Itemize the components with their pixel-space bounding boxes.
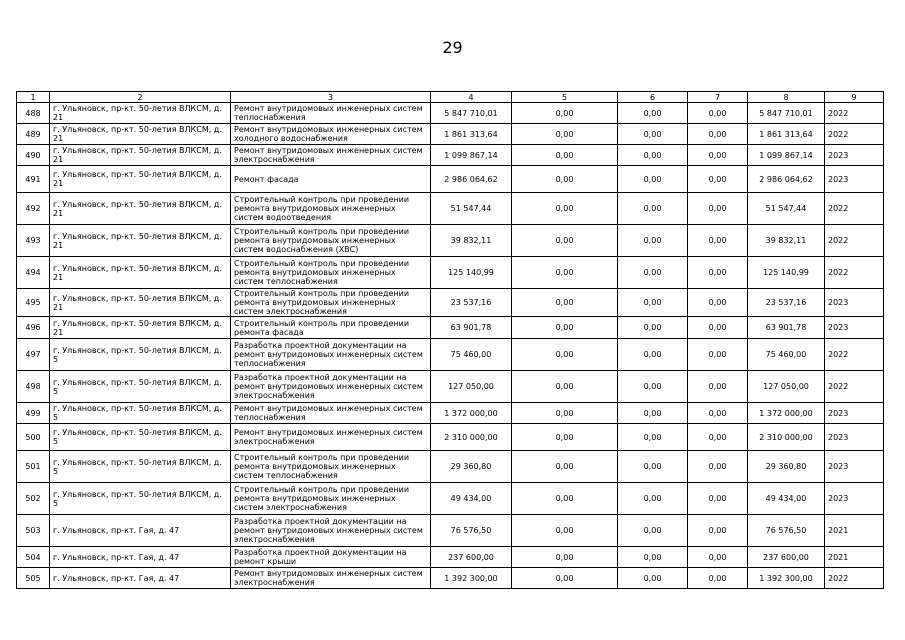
amount-col7-cell: 0,00 [688, 547, 748, 568]
amount-col8-cell: 1 099 867,14 [748, 145, 825, 166]
col-header: 1 [17, 92, 50, 103]
amount-col6-cell: 0,00 [618, 317, 688, 339]
address-cell: г. Ульяновск, пр-кт. 50-летия ВЛКСМ, д. 21 [50, 225, 231, 257]
amount-col6-cell: 0,00 [618, 339, 688, 371]
amount-col7-cell: 0,00 [688, 403, 748, 424]
amount-col5-cell: 0,00 [512, 193, 618, 225]
amount-col8-cell: 1 392 300,00 [748, 568, 825, 589]
amount-col6-cell: 0,00 [618, 568, 688, 589]
amount-col5-cell: 0,00 [512, 124, 618, 145]
amount-col8-cell: 63 901,78 [748, 317, 825, 339]
amount-col7-cell: 0,00 [688, 317, 748, 339]
work-type-cell: Строительный контроль при проведении ремонта внутридомовых инженерных систем электроснабжения [231, 289, 431, 317]
work-type-cell: Строительный контроль при проведении ремонта внутридомовых инженерных систем теплоснабжения [231, 451, 431, 483]
amount-col5-cell: 0,00 [512, 547, 618, 568]
amount-total-cell: 2 986 064,62 [431, 166, 512, 193]
amount-col8-cell: 237 600,00 [748, 547, 825, 568]
amount-col7-cell: 0,00 [688, 166, 748, 193]
year-cell: 2022 [825, 339, 884, 371]
row-number-cell: 488 [17, 103, 50, 124]
amount-col7-cell: 0,00 [688, 424, 748, 451]
work-type-cell: Разработка проектной документации на ремонт внутридомовых инженерных систем электроснабжения [231, 515, 431, 547]
amount-total-cell: 23 537,16 [431, 289, 512, 317]
amount-col7-cell: 0,00 [688, 339, 748, 371]
col-header: 7 [688, 92, 748, 103]
address-cell: г. Ульяновск, пр-кт. 50-летия ВЛКСМ, д. 5 [50, 451, 231, 483]
year-cell: 2022 [825, 568, 884, 589]
amount-col8-cell: 2 310 000,00 [748, 424, 825, 451]
work-type-cell: Разработка проектной документации на ремонт внутридомовых инженерных систем электроснабжения [231, 371, 431, 403]
amount-col5-cell: 0,00 [512, 289, 618, 317]
amount-col5-cell: 0,00 [512, 371, 618, 403]
amount-col7-cell: 0,00 [688, 193, 748, 225]
amount-col5-cell: 0,00 [512, 568, 618, 589]
year-cell: 2021 [825, 547, 884, 568]
amount-total-cell: 125 140,99 [431, 257, 512, 289]
amount-col6-cell: 0,00 [618, 124, 688, 145]
year-cell: 2023 [825, 317, 884, 339]
amount-col7-cell: 0,00 [688, 515, 748, 547]
amount-col6-cell: 0,00 [618, 451, 688, 483]
amount-col6-cell: 0,00 [618, 483, 688, 515]
amount-col7-cell: 0,00 [688, 124, 748, 145]
amount-col7-cell: 0,00 [688, 568, 748, 589]
address-cell: г. Ульяновск, пр-кт. 50-летия ВЛКСМ, д. 21 [50, 289, 231, 317]
amount-col6-cell: 0,00 [618, 145, 688, 166]
amount-col8-cell: 29 360,80 [748, 451, 825, 483]
table-row [17, 145, 884, 166]
address-cell: г. Ульяновск, пр-кт. 50-летия ВЛКСМ, д. 21 [50, 257, 231, 289]
amount-col7-cell: 0,00 [688, 483, 748, 515]
amount-total-cell: 63 901,78 [431, 317, 512, 339]
col-header: 5 [512, 92, 618, 103]
address-cell: г. Ульяновск, пр-кт. Гая, д. 47 [50, 515, 231, 547]
amount-col5-cell: 0,00 [512, 515, 618, 547]
year-cell: 2022 [825, 193, 884, 225]
address-cell: г. Ульяновск, пр-кт. 50-летия ВЛКСМ, д. 21 [50, 166, 231, 193]
row-number-cell: 505 [17, 568, 50, 589]
table-row [17, 257, 884, 289]
address-cell: г. Ульяновск, пр-кт. 50-летия ВЛКСМ, д. 21 [50, 145, 231, 166]
row-number-cell: 489 [17, 124, 50, 145]
amount-col6-cell: 0,00 [618, 257, 688, 289]
amount-total-cell: 5 847 710,01 [431, 103, 512, 124]
work-type-cell: Строительный контроль при проведении ремонта внутридомовых инженерных систем теплоснабжения [231, 257, 431, 289]
amount-col8-cell: 39 832,11 [748, 225, 825, 257]
row-number-cell: 492 [17, 193, 50, 225]
amount-total-cell: 127 050,00 [431, 371, 512, 403]
amount-col6-cell: 0,00 [618, 166, 688, 193]
header-row [17, 92, 884, 103]
amount-col5-cell: 0,00 [512, 339, 618, 371]
table-row [17, 371, 884, 403]
row-number-cell: 500 [17, 424, 50, 451]
work-type-cell: Ремонт внутридомовых инженерных систем электроснабжения [231, 568, 431, 589]
amount-total-cell: 1 099 867,14 [431, 145, 512, 166]
amount-col5-cell: 0,00 [512, 317, 618, 339]
address-cell: г. Ульяновск, пр-кт. 50-летия ВЛКСМ, д. 21 [50, 103, 231, 124]
amount-col6-cell: 0,00 [618, 547, 688, 568]
year-cell: 2021 [825, 515, 884, 547]
col-header: 9 [825, 92, 884, 103]
amount-col5-cell: 0,00 [512, 145, 618, 166]
row-number-cell: 498 [17, 371, 50, 403]
work-type-cell: Строительный контроль при проведении ремонта фасада [231, 317, 431, 339]
amount-total-cell: 75 460,00 [431, 339, 512, 371]
amount-col8-cell: 5 847 710,01 [748, 103, 825, 124]
address-cell: г. Ульяновск, пр-кт. Гая, д. 47 [50, 568, 231, 589]
amount-col8-cell: 127 050,00 [748, 371, 825, 403]
amount-col6-cell: 0,00 [618, 424, 688, 451]
amount-col5-cell: 0,00 [512, 403, 618, 424]
table-row [17, 339, 884, 371]
amount-col8-cell: 125 140,99 [748, 257, 825, 289]
amount-col7-cell: 0,00 [688, 451, 748, 483]
row-number-cell: 503 [17, 515, 50, 547]
amount-total-cell: 39 832,11 [431, 225, 512, 257]
row-number-cell: 501 [17, 451, 50, 483]
address-cell: г. Ульяновск, пр-кт. 50-летия ВЛКСМ, д. 5 [50, 403, 231, 424]
repair-register-table [16, 91, 884, 589]
amount-col5-cell: 0,00 [512, 225, 618, 257]
amount-total-cell: 1 372 000,00 [431, 403, 512, 424]
amount-col5-cell: 0,00 [512, 103, 618, 124]
address-cell: г. Ульяновск, пр-кт. 50-летия ВЛКСМ, д. 5 [50, 339, 231, 371]
row-number-cell: 490 [17, 145, 50, 166]
table-row [17, 225, 884, 257]
amount-col7-cell: 0,00 [688, 103, 748, 124]
table-row [17, 317, 884, 339]
amount-col7-cell: 0,00 [688, 225, 748, 257]
work-type-cell: Ремонт внутридомовых инженерных систем теплоснабжения [231, 103, 431, 124]
amount-total-cell: 51 547,44 [431, 193, 512, 225]
work-type-cell: Ремонт внутридомовых инженерных систем теплоснабжения [231, 403, 431, 424]
table-row [17, 193, 884, 225]
year-cell: 2023 [825, 424, 884, 451]
address-cell: г. Ульяновск, пр-кт. 50-летия ВЛКСМ, д. 21 [50, 317, 231, 339]
row-number-cell: 499 [17, 403, 50, 424]
amount-col8-cell: 51 547,44 [748, 193, 825, 225]
table-row [17, 424, 884, 451]
work-type-cell: Разработка проектной документации на ремонт крыши [231, 547, 431, 568]
year-cell: 2023 [825, 451, 884, 483]
year-cell: 2022 [825, 257, 884, 289]
address-cell: г. Ульяновск, пр-кт. 50-летия ВЛКСМ, д. 5 [50, 371, 231, 403]
col-header: 2 [50, 92, 231, 103]
work-type-cell: Ремонт внутридомовых инженерных систем электроснабжения [231, 145, 431, 166]
amount-col6-cell: 0,00 [618, 403, 688, 424]
work-type-cell: Ремонт внутридомовых инженерных систем электроснабжения [231, 424, 431, 451]
row-number-cell: 495 [17, 289, 50, 317]
year-cell: 2023 [825, 145, 884, 166]
page-number: 29 [442, 38, 463, 57]
year-cell: 2023 [825, 166, 884, 193]
amount-total-cell: 49 434,00 [431, 483, 512, 515]
amount-col6-cell: 0,00 [618, 193, 688, 225]
col-header: 6 [618, 92, 688, 103]
amount-col8-cell: 1 861 313,64 [748, 124, 825, 145]
address-cell: г. Ульяновск, пр-кт. 50-летия ВЛКСМ, д. 21 [50, 193, 231, 225]
amount-total-cell: 237 600,00 [431, 547, 512, 568]
table-row [17, 124, 884, 145]
address-cell: г. Ульяновск, пр-кт. 50-летия ВЛКСМ, д. 5 [50, 424, 231, 451]
amount-col5-cell: 0,00 [512, 257, 618, 289]
amount-col6-cell: 0,00 [618, 371, 688, 403]
row-number-cell: 504 [17, 547, 50, 568]
row-number-cell: 497 [17, 339, 50, 371]
work-type-cell: Строительный контроль при проведении ремонта внутридомовых инженерных систем электроснабжения [231, 483, 431, 515]
amount-col8-cell: 2 986 064,62 [748, 166, 825, 193]
address-cell: г. Ульяновск, пр-кт. 50-летия ВЛКСМ, д. 21 [50, 124, 231, 145]
work-type-cell: Ремонт внутридомовых инженерных систем холодного водоснабжения [231, 124, 431, 145]
amount-col8-cell: 23 537,16 [748, 289, 825, 317]
year-cell: 2022 [825, 225, 884, 257]
amount-col6-cell: 0,00 [618, 225, 688, 257]
row-number-cell: 496 [17, 317, 50, 339]
amount-col6-cell: 0,00 [618, 103, 688, 124]
amount-col8-cell: 76 576,50 [748, 515, 825, 547]
address-cell: г. Ульяновск, пр-кт. Гая, д. 47 [50, 547, 231, 568]
row-number-cell: 491 [17, 166, 50, 193]
col-header: 3 [231, 92, 431, 103]
year-cell: 2022 [825, 371, 884, 403]
table-row [17, 289, 884, 317]
year-cell: 2023 [825, 483, 884, 515]
table-row [17, 403, 884, 424]
year-cell: 2023 [825, 403, 884, 424]
amount-col6-cell: 0,00 [618, 289, 688, 317]
table-row [17, 515, 884, 547]
amount-col6-cell: 0,00 [618, 515, 688, 547]
amount-col5-cell: 0,00 [512, 451, 618, 483]
amount-col7-cell: 0,00 [688, 257, 748, 289]
col-header: 4 [431, 92, 512, 103]
amount-total-cell: 29 360,80 [431, 451, 512, 483]
amount-col7-cell: 0,00 [688, 289, 748, 317]
amount-total-cell: 76 576,50 [431, 515, 512, 547]
year-cell: 2022 [825, 103, 884, 124]
address-cell: г. Ульяновск, пр-кт. 50-летия ВЛКСМ, д. 5 [50, 483, 231, 515]
table-row [17, 451, 884, 483]
amount-col8-cell: 1 372 000,00 [748, 403, 825, 424]
table-row [17, 568, 884, 589]
amount-col7-cell: 0,00 [688, 145, 748, 166]
year-cell: 2023 [825, 289, 884, 317]
table-row [17, 103, 884, 124]
row-number-cell: 493 [17, 225, 50, 257]
work-type-cell: Разработка проектной документации на ремонт внутридомовых инженерных систем теплоснабжения [231, 339, 431, 371]
amount-total-cell: 2 310 000,00 [431, 424, 512, 451]
table-row [17, 483, 884, 515]
year-cell: 2022 [825, 124, 884, 145]
amount-col8-cell: 75 460,00 [748, 339, 825, 371]
work-type-cell: Ремонт фасада [231, 166, 431, 193]
amount-col7-cell: 0,00 [688, 371, 748, 403]
work-type-cell: Строительный контроль при проведении ремонта внутридомовых инженерных систем водоснабжения (ХВС) [231, 225, 431, 257]
amount-col5-cell: 0,00 [512, 424, 618, 451]
amount-total-cell: 1 861 313,64 [431, 124, 512, 145]
col-header: 8 [748, 92, 825, 103]
amount-total-cell: 1 392 300,00 [431, 568, 512, 589]
amount-col5-cell: 0,00 [512, 166, 618, 193]
row-number-cell: 494 [17, 257, 50, 289]
work-type-cell: Строительный контроль при проведении ремонта внутридомовых инженерных систем водоотведения [231, 193, 431, 225]
row-number-cell: 502 [17, 483, 50, 515]
table-row [17, 547, 884, 568]
amount-col5-cell: 0,00 [512, 483, 618, 515]
table-row [17, 166, 884, 193]
amount-col8-cell: 49 434,00 [748, 483, 825, 515]
